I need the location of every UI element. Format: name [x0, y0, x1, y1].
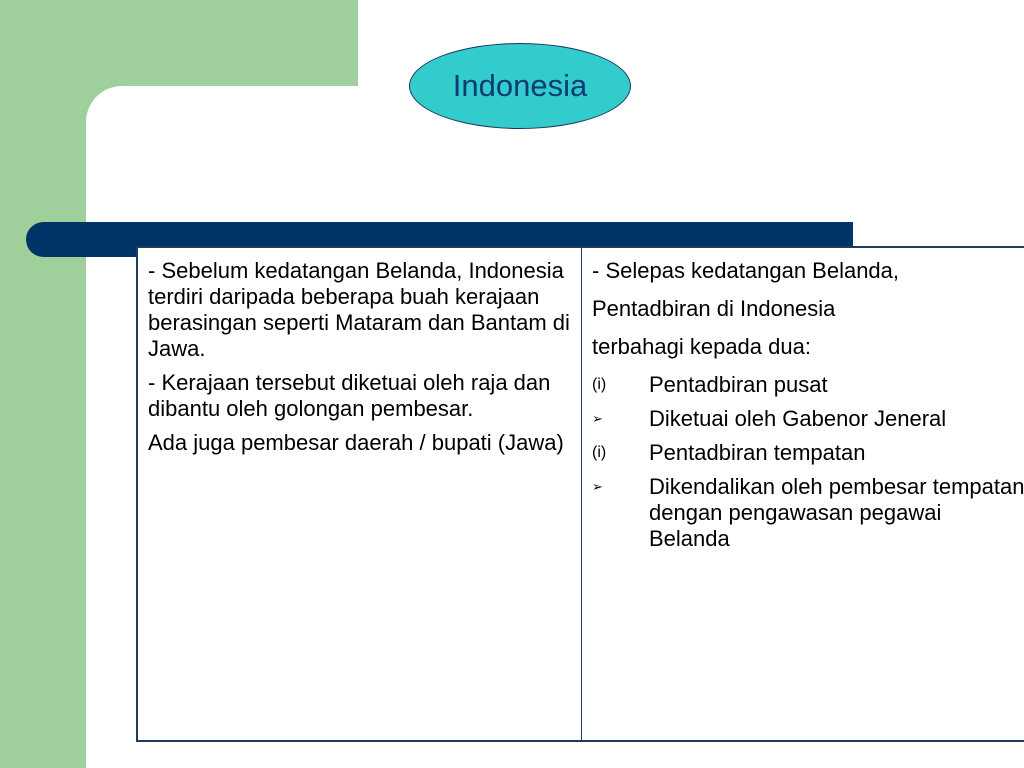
- list-item: [592, 406, 1024, 432]
- left-column: [138, 248, 582, 740]
- list-item-text: Diketuai oleh Gabenor Jeneral: [649, 406, 947, 431]
- roman-numeral-marker: (i): [592, 376, 607, 393]
- right-intro-line: Pentadbiran di Indonesia: [592, 296, 836, 321]
- left-paragraph: - Kerajaan tersebut diketuai oleh raja dan dibantu oleh golongan pembesar.: [148, 370, 551, 421]
- content-table: [136, 246, 1024, 742]
- page-title: Indonesia: [452, 68, 588, 103]
- list-item-text: Pentadbiran tempatan: [649, 440, 866, 465]
- arrow-bullet-icon: ➢: [592, 479, 603, 494]
- left-paragraph: Ada juga pembesar daerah / bupati (Jawa): [148, 430, 564, 455]
- list-item: [592, 372, 1024, 398]
- list-item: [592, 474, 1024, 552]
- title-oval: [409, 43, 631, 129]
- right-intro-line: - Selepas kedatangan Belanda,: [592, 258, 900, 283]
- right-column: [582, 248, 1024, 740]
- roman-numeral-marker: (i): [592, 444, 607, 461]
- right-intro-line: terbahagi kepada dua:: [592, 334, 811, 359]
- arrow-bullet-icon: ➢: [592, 411, 603, 426]
- left-paragraph: - Sebelum kedatangan Belanda, Indonesia terdiri daripada beberapa buah kerajaan berasingan seperti Mataram dan Bantam di Jawa.: [148, 258, 570, 361]
- list-item-text: Pentadbiran pusat: [649, 372, 828, 397]
- list-item-text: Dikendalikan oleh pembesar tempatan dengan pengawasan pegawai Belanda: [649, 474, 1024, 551]
- list-item: [592, 440, 1024, 466]
